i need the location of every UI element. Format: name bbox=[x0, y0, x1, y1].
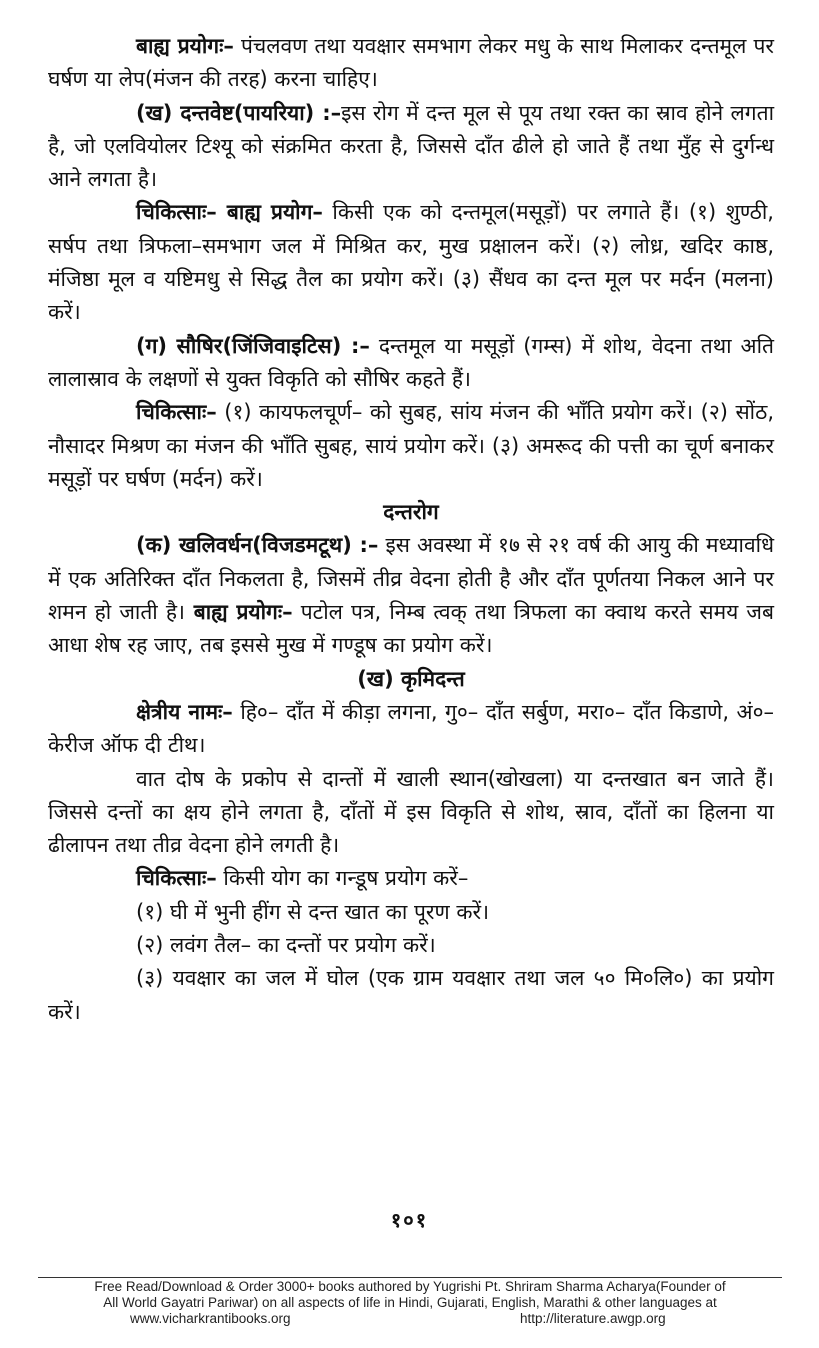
paragraph-gingivitis bbox=[48, 330, 774, 397]
section-heading-krimidant bbox=[48, 663, 774, 696]
paragraph-text: (१) कायफलचूर्ण– को सुबह, सांय मंजन की भाँति प्रयोग करें। (२) सोंठ, नौसादर मिश्रण का मंजन की भाँति सुबह, सायं प्रयोग करें। (३) अमरूद की पत्ती का चूर्ण बनाकर मसूड़ों पर घर्षण (मर्दन) करें। bbox=[48, 400, 774, 491]
paragraph-treatment-1 bbox=[48, 196, 774, 329]
list-item: (२) लवंग तैल– का दन्तों पर प्रयोग करें। bbox=[136, 933, 436, 958]
page-number: १०१ bbox=[390, 1208, 429, 1232]
paragraph-text: किसी एक को दन्तमूल(मसूड़ों) पर लगाते हैं। (१) शुण्ठी, सर्षप तथा त्रिफला–समभाग जल में मिश्रित कर, मुख प्रक्षालन करें। (२) लोध्र, खदिर काष्ठ, मंजिष्ठा मूल व यष्टिमधु से सिद्ध तैल का प्रयोग करें। (३) सैंधव का दन्त मूल पर मर्दन (मलना) करें। bbox=[48, 200, 774, 325]
footer-divider bbox=[38, 1277, 782, 1278]
section-heading-dantrog bbox=[48, 496, 774, 529]
lead-label: (ख) दन्तवेष्ट(पायरिया) :– bbox=[136, 100, 342, 125]
footer-links bbox=[40, 1311, 780, 1327]
lead-label: बाह्य प्रयोगः– bbox=[136, 34, 234, 58]
paragraph-treatment-3 bbox=[48, 862, 774, 895]
footer-link-awgp[interactable]: http://literature.awgp.org bbox=[520, 1311, 666, 1326]
lead-label: चिकित्साः– bbox=[136, 866, 217, 891]
lead-label-2: बाह्य प्रयोग– bbox=[216, 200, 323, 225]
lead-label: चिकित्साः– bbox=[136, 400, 217, 425]
lead-label-2: बाह्य प्रयोगः– bbox=[184, 600, 293, 625]
lead-label: (ग) सौषिर(जिंजिवाइटिस) :– bbox=[136, 333, 370, 358]
list-item: (१) घी में भुनी हींग से दन्त खात का पूरण करें। bbox=[136, 899, 490, 924]
footer-line-1: Free Read/Download & Order 3000+ books authored by Yugrishi Pt. Shriram Sharma Acharya(Founder of bbox=[94, 1279, 726, 1294]
paragraph-bahya-prayog bbox=[48, 30, 774, 97]
section-heading-text: दन्तरोग bbox=[383, 500, 439, 525]
paragraph-treatment-2 bbox=[48, 396, 774, 496]
paragraph-pyorrhea bbox=[48, 97, 774, 197]
paragraph-text: हि०– दाँत में कीड़ा लगना, गु०– दाँत सर्बुण, मरा०– दाँत किडाणे, अं०– केरीज ऑफ दी टीथ। bbox=[48, 699, 774, 758]
lead-label: क्षेत्रीय नामः– bbox=[136, 699, 233, 724]
paragraph-text-2: पटोल पत्र, निम्ब त्वक् तथा त्रिफला का क्वाथ करते समय जब आधा शेष रह जाए, तब इससे मुख में गण्डूष का प्रयोग करें। bbox=[48, 600, 775, 658]
lead-label: (क) खलिवर्धन(विजडमटूथ) :– bbox=[136, 533, 379, 558]
paragraph-text: पंचलवण तथा यवक्षार समभाग लेकर मधु के साथ मिलाकर दन्तमूल पर घर्षण या लेप(मंजन की तरह) करना चाहिए। bbox=[48, 34, 774, 92]
paragraph-text: दन्तमूल या मसूड़ों (गम्स) में शोथ, वेदना तथा अति लालास्राव के लक्षणों से युक्त विकृति को सौषिर कहते हैं। bbox=[48, 333, 774, 391]
paragraph-vata-dosha bbox=[48, 763, 774, 863]
paragraph-text: इस अवस्था में १७ से २१ वर्ष की आयु की मध्यावधि में एक अतिरिक्त दाँत निकलता है, जिसमें तीव्र वेदना होती है और दाँत पूर्णतया निकल आने पर शमन हो जाती है। bbox=[48, 533, 774, 625]
footer-link-vicharkranti[interactable]: www.vicharkrantibooks.org bbox=[130, 1311, 291, 1326]
lead-label: चिकित्साः– bbox=[136, 200, 217, 225]
list-item: (३) यवक्षार का जल में घोल (एक ग्राम यवक्षार तथा जल ५० मि०लि०) का प्रयोग करें। bbox=[48, 966, 774, 1024]
paragraph-regional-names bbox=[48, 696, 774, 763]
paragraph-text: वात दोष के प्रकोप से दान्तों में खाली स्थान(खोखला) या दन्तखात बन जाते हैं। जिससे दन्तों का क्षय होने लगता है, दाँतों में इस विकृति से शोथ, स्राव, दाँतों का हिलना या ढीलापन तथा तीव्र वेदना होने लगती है। bbox=[48, 766, 774, 858]
footer-line-2: All World Gayatri Pariwar) on all aspects of life in Hindi, Gujarati, English, Marathi & other languages at bbox=[103, 1295, 717, 1310]
paragraph-text: किसी योग का गन्डूष प्रयोग करें– bbox=[216, 866, 469, 891]
footer bbox=[40, 1279, 780, 1327]
body-text bbox=[48, 30, 774, 1029]
section-heading-text: (ख) कृमिदन्त bbox=[357, 666, 465, 691]
paragraph-wisdom-tooth bbox=[48, 529, 774, 662]
paragraph-text: इस रोग में दन्त मूल से पूय तथा रक्त का स्राव होने लगता है, जो एलवियोलर टिश्यू को संक्रमित करता है, जिससे दाँत ढीले हो जाते हैं तथा मुँह से दुर्गन्ध आने लगता है। bbox=[48, 100, 775, 192]
